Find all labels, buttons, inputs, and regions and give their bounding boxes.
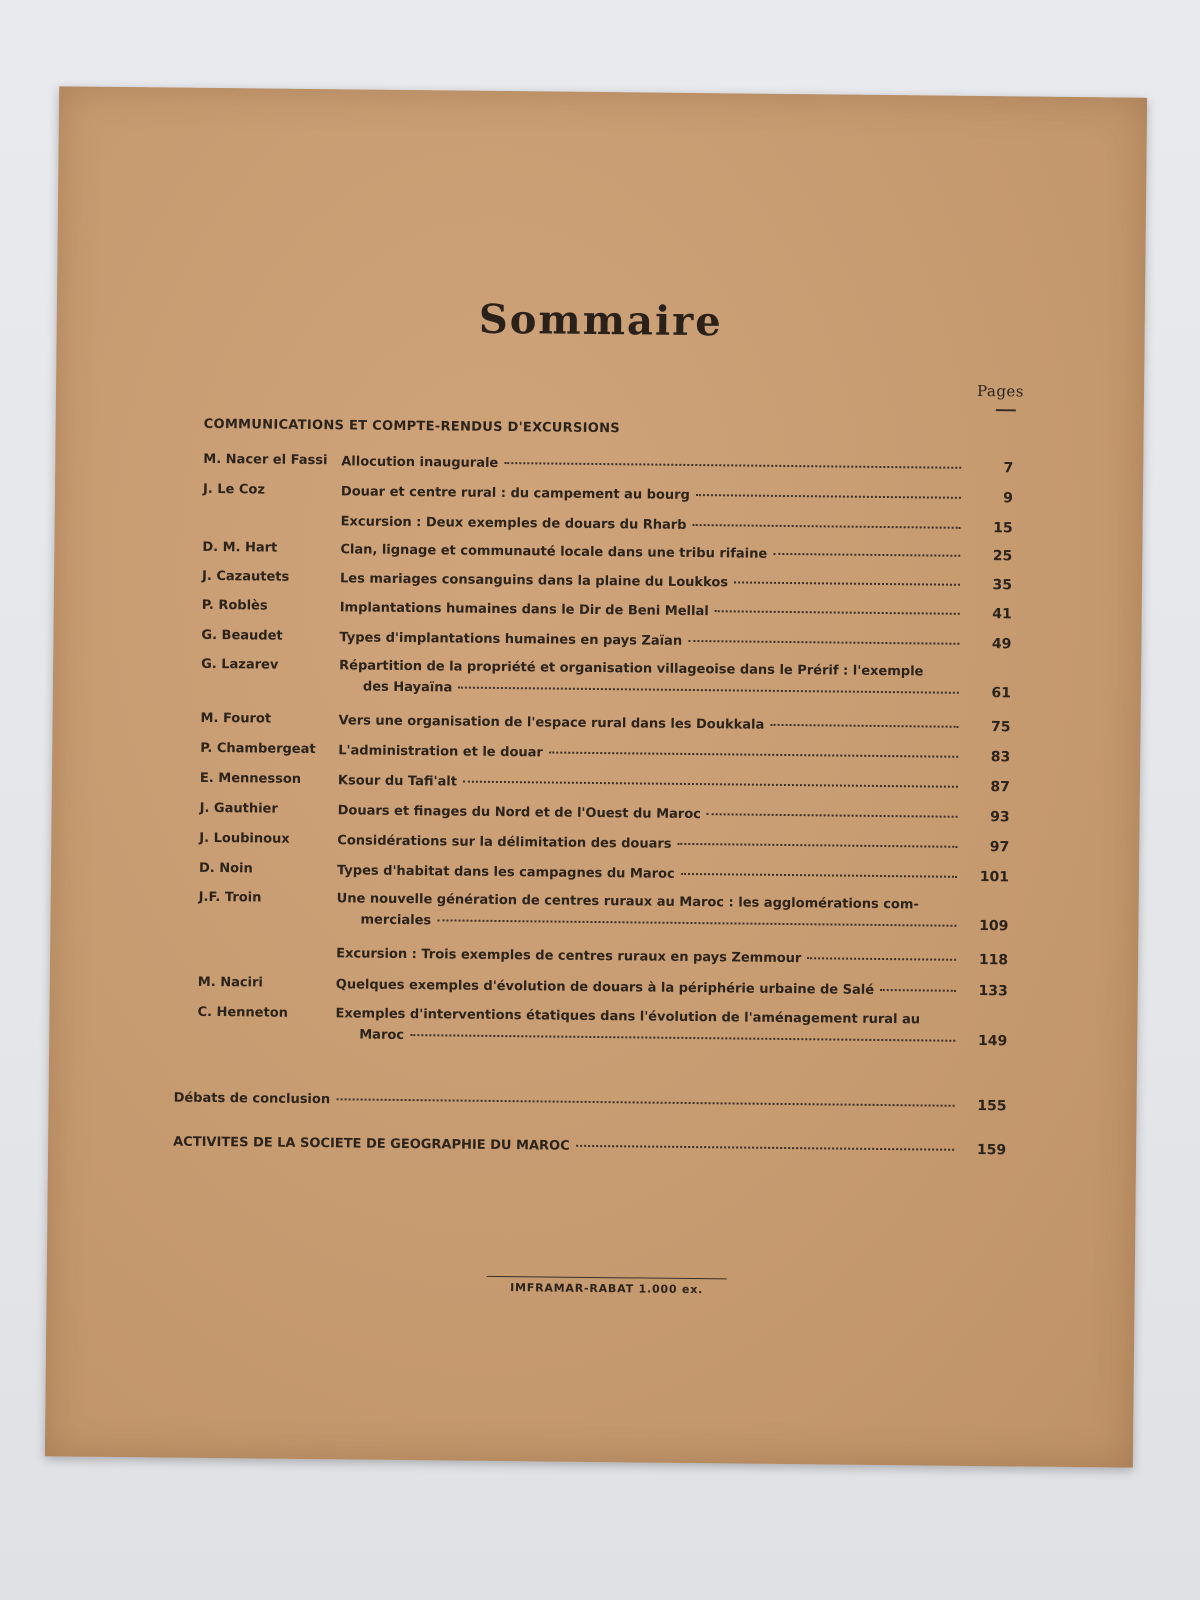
entry-author: J. Cazautets (202, 568, 290, 585)
page-number: 41 (992, 606, 1012, 623)
closing-label: ACTIVITES DE LA SOCIETE DE GEOGRAPHIE DU MAROC (173, 1134, 570, 1154)
entry-body (338, 800, 1010, 828)
entry-author: M. Fourot (200, 710, 272, 727)
toc-entry (203, 510, 1013, 539)
toc-entry (201, 655, 1011, 704)
entry-title-line: merciales (360, 912, 432, 929)
entry-body (336, 943, 1008, 971)
entry-title-line: Exemples d'interventions étatiques dans l'évolution de l'aménagement rural au (335, 1006, 921, 1028)
entry-title-line: Types d'habitat dans les campagnes du Maroc (336, 863, 675, 882)
entry-title-line: des Hayaïna (362, 679, 453, 696)
entry-title-line: Douars et finages du Nord et de l'Ouest du Maroc (337, 803, 701, 823)
entry-title-line: Quelques exemples d'évolution de douars à la périphérie urbaine de Salé (335, 977, 875, 998)
document-page (45, 86, 1147, 1467)
dot-leader (576, 1144, 954, 1151)
entry-body (338, 710, 1010, 738)
entry-body (336, 889, 1008, 937)
toc-entry (203, 450, 1013, 479)
entry-body (340, 597, 1012, 625)
toc-entry (200, 769, 1010, 798)
table-of-contents (197, 450, 1014, 1050)
entry-body (335, 1004, 1007, 1052)
entry-title-line: Clan, lignage et communauté locale dans une tribu rifaine (340, 542, 768, 562)
toc-entry (200, 799, 1010, 828)
dot-leader (437, 918, 956, 926)
page-number: 49 (991, 636, 1012, 653)
page-number: 109 (979, 918, 1009, 935)
entry-title-line: Vers une organisation de l'espace rural dans les Doukkala (338, 713, 765, 733)
entry-author: P. Chambergeat (200, 740, 316, 758)
entry-author: G. Beaudet (201, 627, 283, 644)
dot-leader (807, 956, 956, 961)
toc-entry (198, 973, 1008, 1002)
entry-body (339, 627, 1011, 655)
page-number: 75 (990, 719, 1011, 736)
page-number: 35 (992, 577, 1013, 594)
dot-leader (463, 780, 958, 788)
entry-body (340, 539, 1012, 567)
toc-entry (200, 739, 1010, 768)
closing-entry-debats (174, 1090, 1007, 1115)
entry-body (338, 770, 1010, 798)
entry-body (337, 860, 1009, 888)
entry-title-line: Considérations sur la délimitation des douars (337, 833, 672, 852)
entry-title-line: Répartition de la propriété et organisation villageoise dans le Prérif : l'exemple (339, 658, 924, 680)
entry-author: D. M. Hart (202, 539, 278, 556)
dot-leader (681, 872, 957, 878)
entry-author (203, 510, 341, 532)
entry-body (336, 974, 1008, 1002)
entry-author: M. Naciri (197, 974, 263, 991)
page-title: Sommaire (478, 295, 723, 346)
page-number: 61 (991, 685, 1011, 702)
page-number: 97 (989, 839, 1010, 856)
entry-author: E. Mennesson (199, 770, 302, 787)
entry-author: J. Le Coz (202, 481, 266, 498)
entry-title-line: Ksour du Tafi'alt (337, 773, 458, 790)
toc-entry (199, 859, 1009, 888)
entry-title-line: Les mariages consanguins dans la plaine du Loukkos (339, 571, 729, 591)
page-number: 7 (1003, 460, 1014, 477)
dot-leader (336, 1097, 954, 1106)
dot-leader (707, 812, 958, 818)
page-number: 93 (990, 809, 1010, 826)
toc-entry (200, 709, 1010, 738)
entry-title-line: Allocution inaugurale (341, 454, 499, 471)
entry-author: G. Lazarev (201, 656, 279, 673)
dot-leader (770, 723, 958, 728)
entry-author: D. Noin (198, 860, 253, 877)
entry-author: C. Henneton (197, 1004, 289, 1021)
toc-entry (198, 942, 1008, 971)
page-number: 133 (978, 983, 1008, 1000)
dot-leader (410, 1033, 955, 1042)
entry-title-line: L'administration et le douar (338, 743, 543, 761)
toc-entry (202, 567, 1012, 596)
page-number: 159 (976, 1142, 1007, 1159)
entry-title-line: Douar et centre rural : du campement au bourg (340, 484, 690, 503)
toc-entry (201, 626, 1011, 655)
dot-leader (696, 493, 961, 499)
page-number: 83 (990, 749, 1011, 766)
entry-body (341, 511, 1013, 539)
page-number: 155 (977, 1098, 1007, 1115)
section-heading: COMMUNICATIONS ET COMPTE-RENDUS D'EXCURSIONS (203, 416, 621, 437)
page-number: 101 (979, 869, 1010, 886)
dot-leader (693, 523, 961, 529)
page-number: 149 (977, 1033, 1008, 1050)
entry-title-line: Excursion : Deux exemples de douars du Rharb (340, 514, 687, 533)
toc-entry (199, 829, 1009, 858)
pages-rule (996, 409, 1016, 411)
entry-body (338, 740, 1010, 768)
entry-author: J. Gauthier (199, 800, 278, 817)
pages-column-label: Pages (976, 381, 1025, 401)
page-number: 87 (990, 779, 1010, 796)
dot-leader (688, 639, 959, 645)
entry-body (337, 830, 1009, 858)
dot-leader (458, 686, 959, 694)
entry-author: J.F. Troin (198, 889, 262, 906)
dot-leader (504, 461, 961, 469)
page-number: 9 (1003, 490, 1014, 507)
page-number: 25 (992, 548, 1013, 565)
entry-author: P. Roblès (201, 597, 268, 614)
page-number: 118 (978, 952, 1009, 969)
entry-author: J. Loubinoux (199, 830, 290, 847)
dot-leader (549, 751, 958, 758)
toc-entry (198, 888, 1008, 937)
toc-entry (202, 538, 1012, 567)
dot-leader (734, 580, 960, 585)
closing-entry-activites (173, 1134, 1006, 1159)
dot-leader (715, 609, 960, 615)
entry-body (341, 481, 1013, 509)
entry-title-line: Excursion : Trois exemples de centres ruraux en pays Zemmour (336, 946, 802, 967)
dot-leader (880, 988, 956, 992)
entry-body (339, 656, 1011, 704)
entry-title-line: Une nouvelle génération de centres ruraux au Maroc : les agglomérations com- (336, 891, 919, 913)
entry-body (340, 568, 1012, 596)
toc-entry (197, 1003, 1007, 1052)
dot-leader (773, 552, 960, 557)
toc-entry (203, 480, 1013, 509)
entry-title-line: Maroc (359, 1027, 405, 1044)
closing-label: Débats de conclusion (173, 1090, 331, 1108)
entry-author (198, 942, 336, 964)
dot-leader (678, 842, 958, 848)
page-number: 15 (993, 520, 1013, 537)
entry-body (341, 451, 1013, 479)
toc-entry (202, 596, 1012, 625)
entry-title-line: Implantations humaines dans le Dir de Beni Mellal (339, 600, 709, 620)
printer-imprint: IMFRAMAR-RABAT 1.000 ex. (487, 1276, 727, 1297)
entry-author: M. Nacer el Fassi (203, 451, 328, 469)
entry-title-line: Types d'implantations humaines en pays Zaïan (339, 630, 683, 649)
